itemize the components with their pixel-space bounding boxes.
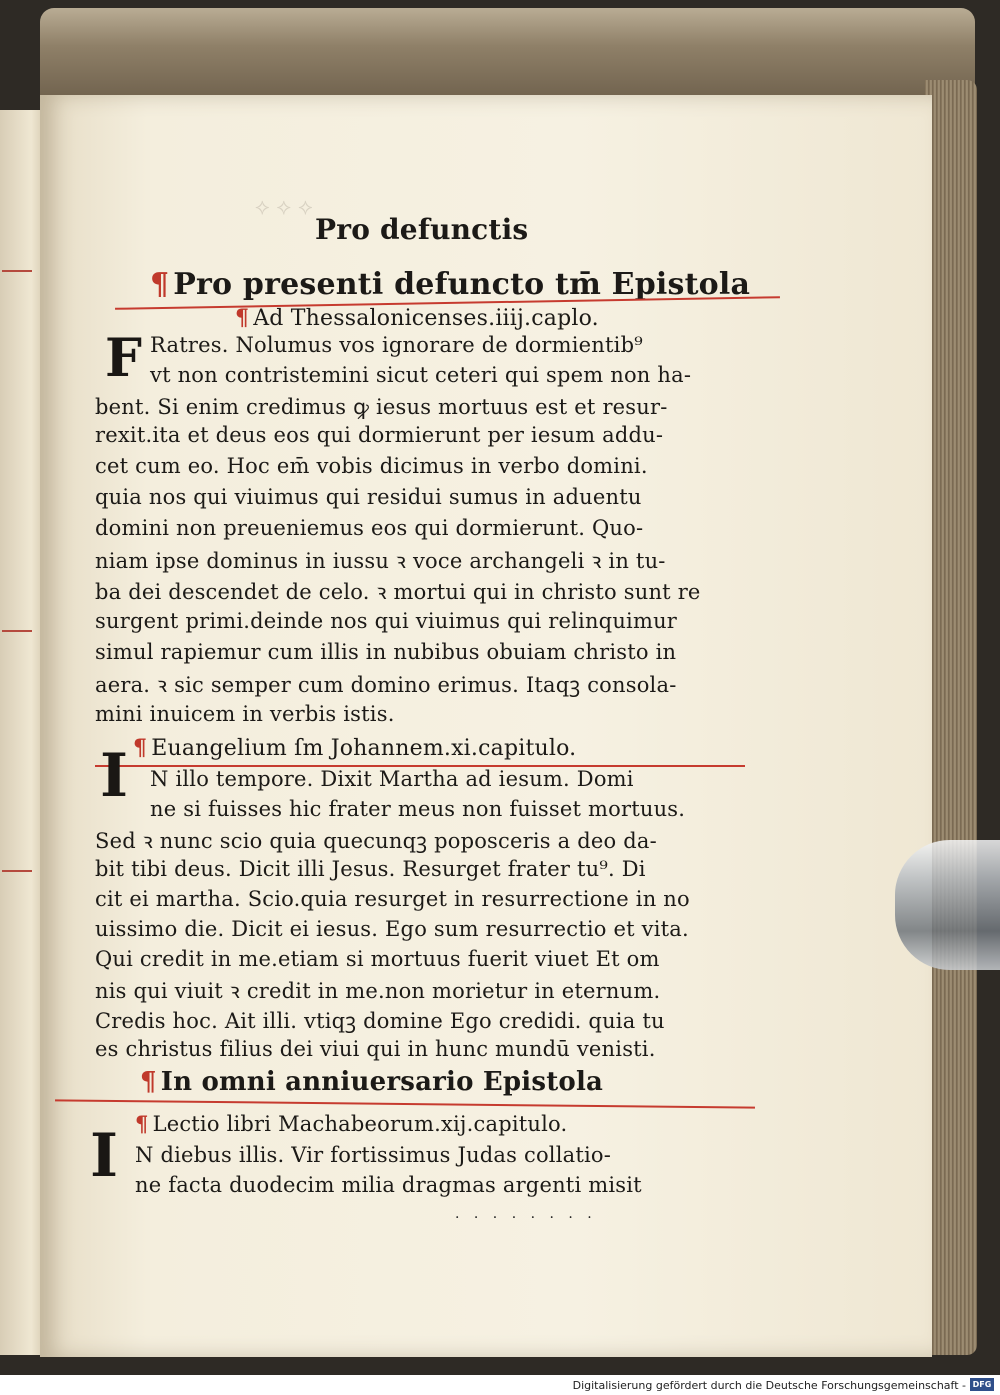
credit-bar <box>0 1375 1000 1395</box>
section-title: ¶ In omni anniuersario Epistola <box>140 1067 604 1097</box>
text-line: Qui credit in me.etiam si mortuus fuerit viuet Et om <box>95 947 660 971</box>
text-line: quia nos qui viuimus qui residui sumus in aduentu <box>95 485 642 509</box>
text-line: cit ei martha. Scio.quia resurget in resurrectione in no <box>95 887 690 911</box>
text-line: bit tibi deus. Dicit illi Jesus. Resurget frater tu⁹. Di <box>95 857 646 881</box>
glass-page-clip <box>895 840 1000 970</box>
text-line: simul rapiemur cum illis in nubibus obuiam christo in <box>95 640 677 664</box>
section-subtitle: ¶ Ad Thessalonicenses.iiij.caplo. <box>235 305 599 331</box>
text-line: ne si fuisses hic frater meus non fuisset mortuus. <box>150 797 686 821</box>
drop-initial: I <box>90 1121 119 1191</box>
book-fore-edge <box>925 80 977 1355</box>
text-line: N illo tempore. Dixit Martha ad iesum. Domi <box>150 767 634 791</box>
section-title: ¶ Euangelium ſm Johannem.xi.capitulo. <box>133 735 577 761</box>
text-line: es christus filius dei viui qui in hunc mundū venisti. <box>95 1037 656 1061</box>
pilcrow-icon: ¶ <box>235 305 250 331</box>
running-head: Pro defunctis <box>315 213 529 246</box>
text-line: domini non preueniemus eos qui dormierunt. Quo- <box>95 516 644 540</box>
pilcrow-icon: ¶ <box>133 735 148 761</box>
text-line: aera. ꝛ sic semper cum domino erimus. Itaqꝫ consola- <box>95 673 677 697</box>
pilcrow-icon: ¶ <box>135 1111 149 1136</box>
dfg-logo-icon: DFG <box>970 1378 994 1391</box>
text-line: mini inuicem in verbis istis. <box>95 702 395 726</box>
pilcrow-icon: ¶ <box>140 1067 157 1097</box>
text-line: cet cum eo. Hoc em̄ vobis dicimus in verbo domini. <box>95 454 648 478</box>
signature-dots: · · · · · · · · <box>455 1210 597 1226</box>
text-line: niam ipse dominus in iussu ꝛ voce archangeli ꝛ in tu- <box>95 549 666 573</box>
text-line: uissimo die. Dicit ei iesus. Ego sum resurrectio et vita. <box>95 917 689 941</box>
drop-initial: F <box>105 328 142 389</box>
text-line: Credis hoc. Ait illi. vtiqꝫ domine Ego credidi. quia tu <box>95 1009 665 1033</box>
text-line: bent. Si enim credimus ꝙ iesus mortuus est et resur- <box>95 395 668 419</box>
text-line: ne facta duodecim milia dragmas argenti misit <box>135 1173 642 1197</box>
pilcrow-icon: ¶ <box>150 267 170 302</box>
text-line: Sed ꝛ nunc scio quia quecunqꝫ poposceris a deo da- <box>95 829 657 853</box>
text-line: N diebus illis. Vir fortissimus Judas collatio- <box>135 1143 612 1167</box>
text-line: rexit.ita et deus eos qui dormierunt per iesum addu- <box>95 423 664 447</box>
text-line: Ratres. Nolumus vos ignorare de dormientib⁹ <box>150 333 643 357</box>
text-line: surgent primi.deinde nos qui viuimus qui relinquimur <box>95 609 678 633</box>
text-line: vt non contristemini sicut ceteri qui spem non ha- <box>150 363 692 387</box>
book-top-edge <box>40 8 975 103</box>
bleed-through-text: ⟡ ⟡ ⟡ <box>255 195 313 220</box>
credit-text: Digitalisierung gefördert durch die Deutsche Forschungsgemeinschaft - <box>572 1379 966 1392</box>
drop-initial: I <box>100 741 129 811</box>
text-line: nis qui viuit ꝛ credit in me.non morietur in eternum. <box>95 979 661 1003</box>
section-subtitle: ¶ Lectio libri Machabeorum.xij.capitulo. <box>135 1111 568 1136</box>
text-line: ba dei descendet de celo. ꝛ mortui qui in christo sunt re <box>95 580 701 604</box>
section-title: ¶ Pro presenti defuncto tm̄ Epistola <box>150 267 751 302</box>
